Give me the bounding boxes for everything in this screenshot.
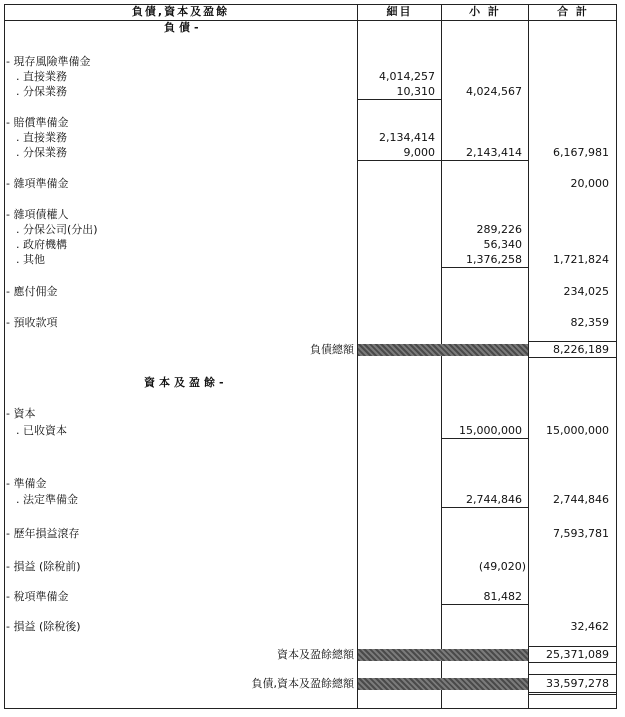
subtotal-value: 2,143,414 — [466, 146, 522, 159]
total-value: 20,000 — [570, 177, 609, 190]
header-subtotal: 小 計 — [469, 5, 501, 18]
header-items: 負債,資本及盈餘 — [131, 5, 230, 18]
row-label: - 雜項準備金 — [6, 177, 69, 190]
detail-value: 4,014,257 — [379, 70, 435, 83]
subtotal-value: 81,482 — [483, 590, 522, 603]
liabilities-total-value: 8,226,189 — [553, 343, 609, 356]
capital-total-value: 25,371,089 — [546, 648, 609, 661]
header-detail: 細目 — [386, 5, 413, 18]
total-rule — [528, 662, 617, 663]
total-rule — [528, 357, 617, 358]
row-label: . 直接業務 — [16, 70, 67, 83]
row-label: - 稅項準備金 — [6, 590, 69, 603]
shaded-cell — [358, 649, 528, 661]
subtotal-value: 2,744,846 — [466, 493, 522, 506]
detail-value: 9,000 — [403, 146, 435, 159]
sum-rule — [441, 507, 528, 508]
total-value: 15,000,000 — [546, 424, 609, 437]
sum-rule — [441, 267, 528, 268]
row-label: - 準備金 — [6, 477, 47, 490]
subtotal-value: 1,376,258 — [466, 253, 522, 266]
row-label: . 政府機構 — [16, 238, 67, 251]
row-label: - 賠償準備金 — [6, 116, 69, 129]
section-title-liabilities: 負債- — [164, 21, 203, 34]
total-rule — [528, 341, 617, 342]
grand-total-label: 負債,資本及盈餘總額 — [251, 677, 354, 690]
row-label: - 現存風險準備金 — [6, 55, 91, 68]
section-title-capital: 資本及盈餘- — [144, 376, 228, 389]
detail-value: 2,134,414 — [379, 131, 435, 144]
row-label: - 損益 (除稅後) — [6, 620, 81, 633]
total-rule — [528, 694, 617, 695]
row-label: . 分保公司(分出) — [16, 223, 98, 236]
detail-value: 10,310 — [396, 85, 435, 98]
subtotal-value: 56,340 — [483, 238, 522, 251]
row-label: . 法定準備金 — [16, 493, 78, 506]
subtotal-value: (49,020) — [478, 560, 526, 573]
shaded-cell — [358, 678, 528, 690]
total-value: 6,167,981 — [553, 146, 609, 159]
balance-sheet — [4, 4, 617, 709]
sum-rule — [441, 604, 528, 605]
row-label: . 分保業務 — [16, 85, 67, 98]
sum-rule — [357, 99, 441, 100]
subtotal-value: 289,226 — [476, 223, 522, 236]
row-label: . 分保業務 — [16, 146, 67, 159]
total-rule — [528, 692, 617, 693]
grand-total-value: 33,597,278 — [546, 677, 609, 690]
total-value: 7,593,781 — [553, 527, 609, 540]
row-label: . 其他 — [16, 253, 45, 266]
liabilities-total-label: 負債總額 — [310, 343, 354, 356]
total-value: 234,025 — [563, 285, 609, 298]
row-label: - 資本 — [6, 407, 36, 420]
total-rule — [528, 674, 617, 675]
total-value: 32,462 — [570, 620, 609, 633]
header-rule — [4, 20, 617, 21]
subtotal-value: 4,024,567 — [466, 85, 522, 98]
total-value: 2,744,846 — [553, 493, 609, 506]
sum-rule — [441, 438, 528, 439]
row-label: - 損益 (除稅前) — [6, 560, 81, 573]
row-label: - 預收款項 — [6, 316, 58, 329]
row-label: - 應付佣金 — [6, 285, 58, 298]
header-total: 合 計 — [557, 5, 589, 18]
total-rule — [528, 646, 617, 647]
row-label: - 雜項債權人 — [6, 208, 69, 221]
shaded-cell — [358, 344, 528, 356]
capital-total-label: 資本及盈餘總額 — [277, 648, 354, 661]
column-divider — [357, 4, 358, 709]
row-label: - 歷年損益滾存 — [6, 527, 80, 540]
sum-rule — [357, 160, 528, 161]
total-value: 82,359 — [570, 316, 609, 329]
row-label: . 直接業務 — [16, 131, 67, 144]
total-value: 1,721,824 — [553, 253, 609, 266]
subtotal-value: 15,000,000 — [459, 424, 522, 437]
row-label: . 已收資本 — [16, 424, 67, 437]
